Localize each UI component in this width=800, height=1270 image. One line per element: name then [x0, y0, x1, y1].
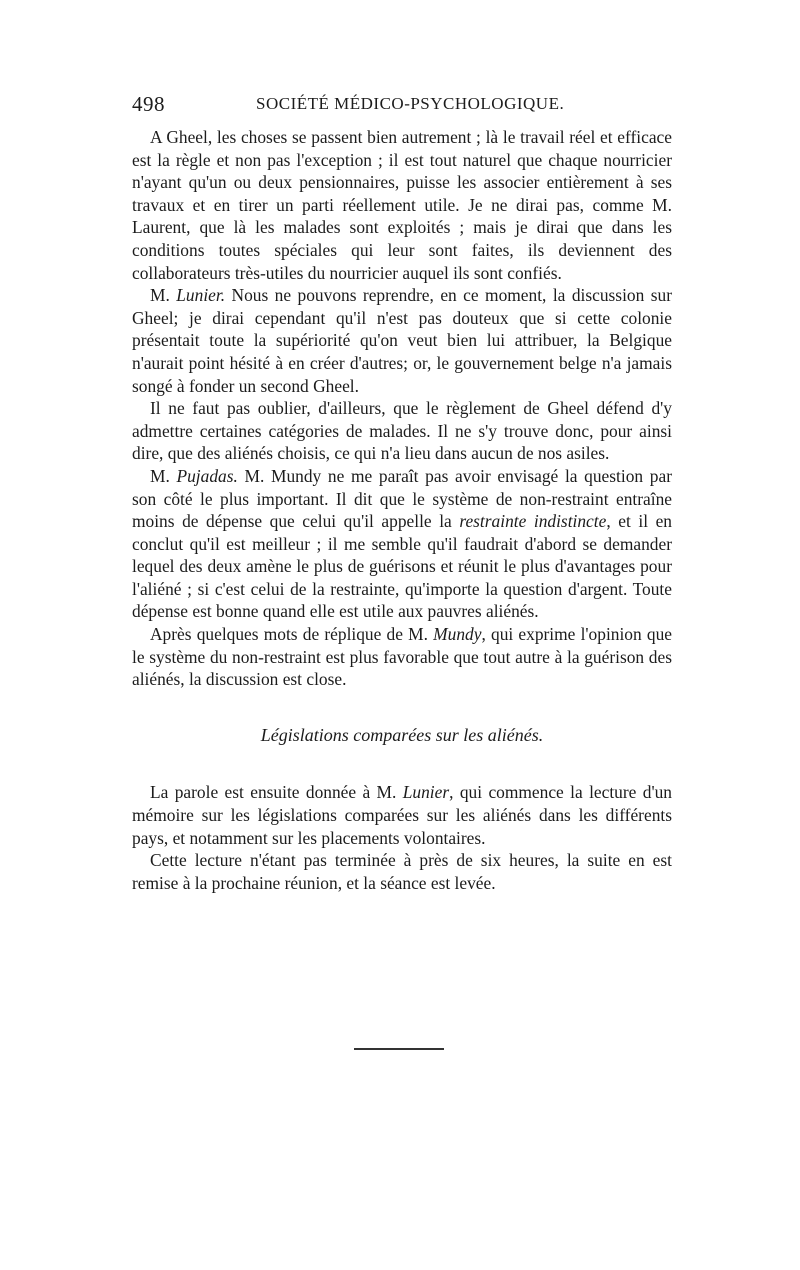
text-run: Nous ne pouvons reprendre, en ce moment, la discussion sur Gheel; je dirai cependant qu'il n'est pas douteux que si cette colonie présentait toute la supériorité qu'on veut bien lui attribuer, la Belgique n'aurait point hésité à en créer d'autres; or, le gouvernement belge n'a jamais songé à fonder un second Gheel. [132, 285, 672, 396]
text-run: M. [150, 285, 177, 306]
paragraphs-after-section [132, 781, 672, 894]
paragraph [132, 623, 672, 691]
paragraph [132, 126, 672, 284]
italic-text: Pujadas. [176, 465, 238, 486]
italic-text: restrainte indistincte [459, 511, 607, 532]
end-rule [354, 1048, 444, 1050]
page-number: 498 [132, 92, 165, 116]
running-title: SOCIÉTÉ MÉDICO-PSYCHOLOGIQUE. [256, 94, 565, 113]
paragraph [132, 849, 672, 894]
text-run: , et il en conclut qu'il est meilleur ; il me semble qu'il faudrait d'abord se demander lequel des deux amène le plus de guérisons et réunit le plus d'avantages pour l'aliéné ; si c'est celui de la restrainte, qu'importe la question d'argent. Toute dépense est bonne quand elle est utile aux pauvres aliénés. [132, 511, 672, 622]
paragraph [132, 465, 672, 623]
page-body [132, 126, 672, 894]
text-run: Après quelques mots de réplique de M. [150, 624, 434, 645]
italic-text: Lunier [402, 782, 450, 803]
italic-text: Mundy [433, 624, 482, 645]
text-run: M. [150, 465, 177, 486]
text-run: , qui exprime l'opinion que le système du non-restraint est plus favorable que tout autre à la guérison des aliénés, la discussion est close. [132, 624, 672, 690]
text-run: , qui commence la lecture d'un mémoire sur les législations comparées sur les aliénés dans les différents pays, et notamment sur les placements volontaires. [132, 782, 672, 848]
italic-text: Lunier. [176, 285, 226, 306]
text-run: A Gheel, les choses se passent bien autrement ; là le travail réel et efficace est la règle et non pas l'exception ; il est tout naturel que chaque nourricier n'ayant qu'un ou deux pensionnaires, puisse les associer entièrement à ses travaux et en tirer un parti réellement utile. Je ne dirai pas, comme M. Laurent, que là les malades sont exploités ; mais je dirai que dans les conditions toutes spéciales qui leur sont faites, ils deviennent des collaborateurs très-utiles du nourricier auquel ils sont confiés. [132, 127, 672, 283]
text-run: Cette lecture n'étant pas terminée à près de six heures, la suite en est remise à la prochaine réunion, et la séance est levée. [132, 850, 672, 893]
text-run: Il ne faut pas oublier, d'ailleurs, que le règlement de Gheel défend d'y admettre certaines catégories de malades. Il ne s'y trouve donc, pour ainsi dire, que des aliénés choisis, ce qui n'a lieu dans aucun de nos asiles. [132, 398, 672, 464]
paragraph [132, 397, 672, 465]
paragraph [132, 284, 672, 397]
text-run: La parole est ensuite donnée à M. [150, 782, 403, 803]
paragraph [132, 781, 672, 849]
section-title: Législations comparées sur les aliénés. [260, 724, 544, 745]
paragraphs-before-section [132, 126, 672, 691]
text-run: M. Mundy ne me paraît pas avoir envisagé la question par son côté le plus important. Il dit que le système de non-restraint entraîne moins de dépense que celui qu'il appelle la [132, 465, 672, 532]
